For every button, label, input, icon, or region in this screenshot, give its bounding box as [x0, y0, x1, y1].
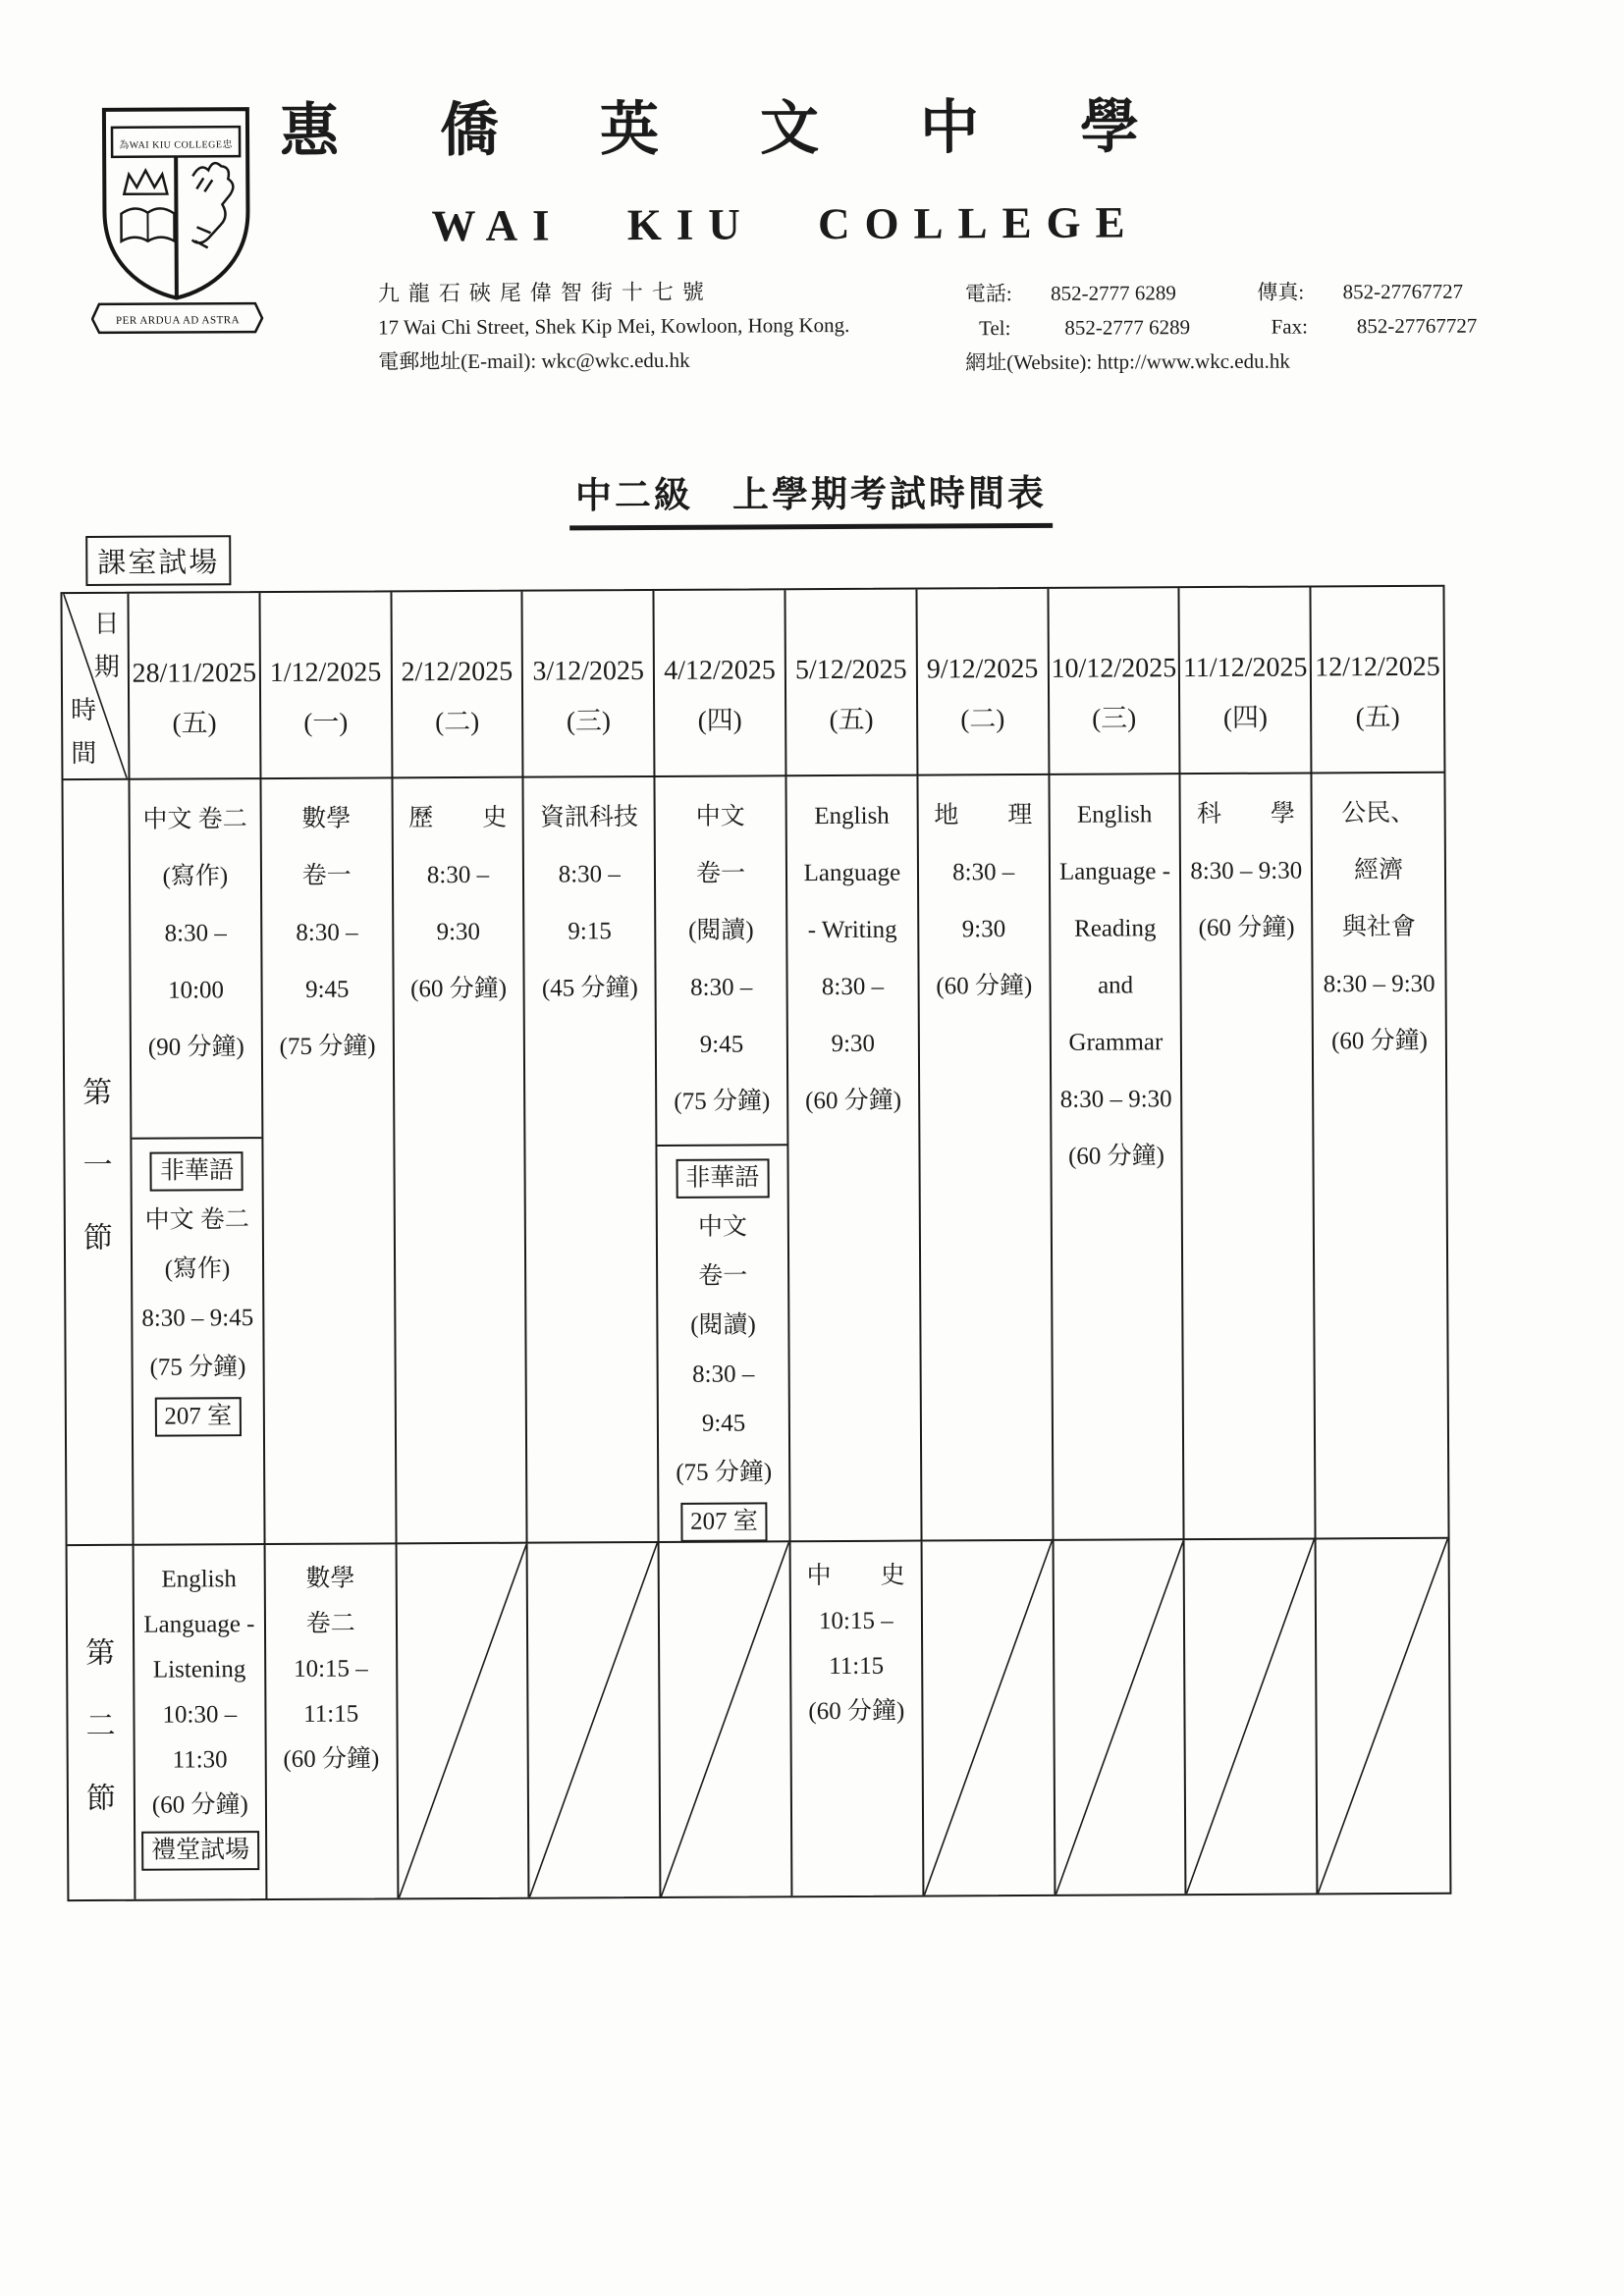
exam-line: 數學 — [305, 1565, 355, 1592]
date-header-cell — [260, 592, 393, 779]
exam-line: (75 分鐘) — [149, 1354, 246, 1381]
exam-cell-main — [1313, 774, 1445, 1071]
fax-label-zh: 傳真: — [1257, 280, 1305, 304]
exam-line: (寫作) — [162, 863, 229, 890]
header-weekday: (五) — [172, 707, 217, 738]
exam-line: (75 分鐘) — [279, 1033, 376, 1060]
exam-line: (60 分鐘) — [151, 1791, 248, 1819]
exam-cell — [524, 777, 660, 1544]
fax-label-en: Fax: — [1271, 314, 1308, 339]
empty-cell-diagonal — [528, 1543, 662, 1897]
exam-line — [660, 1497, 789, 1547]
exam-cell-main — [261, 778, 392, 1076]
exam-line: 數學 — [301, 805, 352, 832]
crown-icon — [124, 171, 167, 194]
header-date: 9/12/2025 — [926, 653, 1039, 685]
exam-cell — [1313, 774, 1448, 1540]
empty-cell-diagonal — [1054, 1540, 1187, 1895]
date-header-cell — [392, 592, 524, 779]
exam-line: (閱讀) — [687, 917, 754, 944]
website-value: http://www.wkc.edu.hk — [1097, 348, 1290, 374]
exam-line: (60 分鐘) — [805, 1087, 902, 1115]
exam-line: 中文 — [695, 803, 745, 830]
exam-line: 8:30 – 9:30 — [1059, 1086, 1172, 1113]
header-date: 11/12/2025 — [1182, 651, 1308, 683]
exam-line: 8:30 – — [426, 861, 490, 889]
empty-cell-diagonal — [1185, 1539, 1319, 1894]
exam-cell-ncs-section — [658, 1146, 789, 1547]
school-name-english: WAI KIU COLLEGE — [431, 197, 1140, 251]
exam-line: English — [814, 802, 890, 830]
exam-line: 10:00 — [167, 977, 225, 1004]
header-weekday: (五) — [829, 704, 874, 734]
exam-line: (90 分鐘) — [147, 1034, 244, 1061]
exam-line: (60 分鐘) — [283, 1745, 380, 1773]
exam-line: Grammar — [1068, 1029, 1164, 1056]
exam-cell-main — [786, 776, 918, 1131]
exam-line: 中 史 — [806, 1562, 905, 1590]
header-weekday: (二) — [435, 706, 480, 736]
exam-cell — [1050, 774, 1185, 1541]
exam-cell — [786, 776, 922, 1543]
exam-line: 8:30 – 9:45 — [141, 1305, 254, 1332]
exam-line: 8:30 – 9:30 — [1190, 857, 1303, 885]
exam-cell-ncs-section — [132, 1139, 262, 1442]
section-label — [63, 780, 134, 1546]
exam-cell-main — [656, 776, 787, 1147]
phone-value: 852-2777 6289 — [1051, 281, 1176, 305]
exam-line: 公民、 — [1341, 799, 1416, 828]
exam-line: - Writing — [807, 916, 897, 944]
exam-line: Language — [803, 859, 901, 887]
exam-line: 9:45 — [701, 1410, 746, 1437]
school-crest — [90, 103, 264, 338]
exam-cell — [261, 778, 397, 1545]
header-weekday: (四) — [697, 705, 742, 735]
phone-fax-line-zh — [965, 275, 1477, 312]
exam-line: 卷一 — [698, 1262, 748, 1290]
exam-line: (60 分鐘) — [936, 972, 1033, 1000]
exam-line: (60 分鐘) — [1198, 914, 1295, 942]
tel-label: Tel: — [979, 316, 1011, 341]
exam-line: 歷 史 — [408, 804, 508, 832]
exam-line: 8:30 – — [952, 859, 1015, 886]
exam-line: (60 分鐘) — [808, 1697, 905, 1726]
contact-block — [965, 275, 1478, 381]
email-value: wkc@wkc.edu.hk — [541, 347, 690, 373]
crest-band-text: 為WAI KIU COLLEGE忠 — [119, 139, 233, 151]
exam-line: Language - — [1058, 858, 1171, 885]
empty-cell-diagonal — [397, 1544, 530, 1898]
header-weekday: (三) — [1092, 702, 1137, 733]
date-header-cell — [917, 589, 1050, 776]
exam-line: (寫作) — [164, 1255, 231, 1283]
exam-line: 9:45 — [699, 1031, 744, 1058]
fax-value-en: 852-27767727 — [1356, 313, 1478, 339]
section-label-char: 第 — [85, 1636, 116, 1671]
lion-rampant-icon — [191, 163, 234, 247]
exam-cell-main — [393, 778, 523, 1019]
corner-date-time-cell — [62, 594, 130, 780]
exam-line: 8:30 – 9:30 — [1323, 970, 1435, 998]
exam-line: 中文 — [697, 1213, 748, 1241]
exam-line: Listening — [152, 1656, 246, 1683]
exam-cell-main — [130, 779, 261, 1140]
section-label-char: 一 — [82, 1148, 113, 1183]
empty-cell-diagonal — [660, 1542, 793, 1896]
address-chinese: 九龍石硤尾偉智街十七號 — [377, 279, 713, 306]
section-label-char: 節 — [82, 1221, 114, 1255]
date-header-cell — [1312, 587, 1444, 774]
date-header-cell — [1180, 587, 1313, 774]
corner-char: 日 — [93, 609, 120, 638]
boxed-note: 禮堂試場 — [141, 1831, 259, 1871]
venue-badge: 課室試場 — [85, 535, 231, 586]
exam-line: 中文 卷二 — [142, 806, 247, 833]
exam-timetable — [60, 585, 1451, 1901]
exam-line: (閱讀) — [690, 1311, 756, 1339]
exam-cell-main — [265, 1544, 396, 1783]
exam-line: 10:30 – — [162, 1701, 238, 1729]
exam-cell-main — [918, 775, 1049, 1016]
section-label-char: 節 — [85, 1782, 116, 1816]
address-block — [378, 274, 850, 380]
section-label-char: 第 — [82, 1076, 113, 1110]
exam-line: 11:15 — [829, 1652, 885, 1681]
exam-line: 科 學 — [1196, 800, 1296, 828]
exam-line: 卷一 — [695, 860, 746, 887]
exam-line: 中文 卷二 — [144, 1206, 249, 1234]
header-date: 10/12/2025 — [1051, 652, 1177, 684]
exam-line: 9:15 — [568, 918, 612, 945]
boxed-note: 207 室 — [680, 1502, 768, 1541]
header-date: 12/12/2025 — [1315, 651, 1440, 682]
date-header-cell — [129, 593, 261, 780]
exam-cell — [135, 1545, 268, 1899]
date-header-cell — [655, 590, 787, 777]
header-weekday: (一) — [303, 707, 349, 737]
header-date: 2/12/2025 — [401, 656, 514, 687]
exam-line: 10:15 – — [818, 1607, 893, 1635]
exam-line: 卷一 — [301, 862, 352, 889]
exam-line: 11:30 — [172, 1746, 228, 1774]
exam-line — [135, 1828, 265, 1874]
header-weekday: (四) — [1222, 702, 1269, 732]
exam-cell-main — [524, 777, 655, 1018]
corner-char: 時 — [71, 695, 97, 725]
exam-cell — [1181, 774, 1317, 1540]
header-weekday: (三) — [566, 705, 612, 735]
exam-line: 8:30 – — [692, 1361, 755, 1388]
exam-cell-main — [135, 1545, 266, 1874]
exam-cell — [918, 775, 1054, 1542]
address-english: 17 Wai Chi Street, Shek Kip Mei, Kowloon, Hong Kong. — [378, 312, 850, 340]
exam-line: (60 分鐘) — [1067, 1143, 1165, 1170]
exam-line: 與社會 — [1341, 913, 1416, 941]
exam-line: 地 理 — [934, 801, 1033, 829]
section-label-char: 二 — [85, 1709, 116, 1743]
boxed-note: 非華語 — [676, 1158, 769, 1198]
header-date: 1/12/2025 — [269, 656, 382, 688]
header-date: 5/12/2025 — [794, 654, 907, 685]
exam-cell-main — [1050, 774, 1181, 1186]
exam-line — [134, 1392, 263, 1442]
exam-cell — [656, 776, 791, 1543]
exam-line: (75 分鐘) — [674, 1088, 771, 1115]
exam-line: English — [161, 1566, 237, 1593]
header-weekday: (二) — [960, 703, 1005, 733]
crest-motto-text: PER ARDUA AD ASTRA — [115, 314, 241, 327]
date-header-cell — [1049, 588, 1181, 775]
phone-label-zh: 電話: — [964, 282, 1012, 306]
header-date: 4/12/2025 — [664, 654, 776, 686]
website-label: 網址(Website): — [965, 349, 1093, 375]
website-line — [965, 344, 1477, 381]
exam-line: and — [1097, 972, 1134, 999]
exam-cell — [791, 1542, 925, 1896]
exam-line: Language - — [143, 1611, 255, 1638]
boxed-note: 207 室 — [154, 1397, 242, 1436]
exam-cell — [265, 1544, 399, 1898]
header-weekday: (五) — [1355, 701, 1400, 731]
exam-line: 9:45 — [304, 976, 350, 1003]
exam-line: 9:30 — [436, 918, 481, 946]
exam-cell — [393, 778, 528, 1545]
school-name-chinese: 惠 僑 英 文 中 學 — [279, 94, 1183, 164]
page-title: 中二級 上學期考試時間表 — [569, 463, 1053, 531]
exam-line: 9:30 — [831, 1030, 876, 1058]
exam-line: (45 分鐘) — [541, 975, 638, 1002]
date-header-cell — [523, 591, 656, 778]
exam-line — [658, 1153, 787, 1203]
fax-value-zh: 852-27767727 — [1342, 279, 1464, 304]
exam-cell-main — [1181, 774, 1312, 957]
exam-line: 卷二 — [305, 1610, 355, 1637]
exam-cell-main — [791, 1542, 922, 1735]
exam-line: 11:15 — [303, 1700, 359, 1728]
exam-line: 8:30 – — [296, 919, 358, 946]
exam-line: 8:30 – — [821, 973, 885, 1001]
exam-line — [132, 1147, 261, 1197]
exam-line: (75 分鐘) — [676, 1459, 773, 1486]
email-label: 電郵地址(E-mail): — [378, 348, 537, 374]
exam-line: 10:15 – — [293, 1655, 368, 1682]
header-date: 28/11/2025 — [132, 657, 257, 689]
exam-line: Reading — [1074, 915, 1157, 942]
exam-line: 經濟 — [1353, 856, 1404, 884]
exam-line: 9:30 — [961, 916, 1006, 943]
email-line — [378, 343, 850, 380]
section-label — [68, 1546, 136, 1899]
boxed-note: 非華語 — [150, 1151, 244, 1191]
exam-line: (60 分鐘) — [1330, 1027, 1429, 1055]
date-header-cell — [785, 590, 918, 777]
exam-line: 8:30 – — [690, 974, 753, 1001]
empty-cell-diagonal — [922, 1541, 1056, 1896]
corner-char: 期 — [93, 652, 120, 681]
exam-cell — [130, 779, 265, 1546]
exam-line: English — [1076, 801, 1153, 828]
empty-cell-diagonal — [1317, 1539, 1450, 1894]
phone-fax-line-en — [965, 309, 1477, 347]
exam-line: 8:30 – — [558, 861, 621, 888]
tel-value: 852-2777 6289 — [1064, 315, 1191, 340]
exam-line: 資訊科技 — [539, 804, 639, 831]
corner-char: 間 — [71, 738, 97, 769]
exam-line: 8:30 – — [164, 920, 227, 947]
exam-line: (60 分鐘) — [410, 975, 508, 1003]
header-date: 3/12/2025 — [532, 655, 645, 687]
